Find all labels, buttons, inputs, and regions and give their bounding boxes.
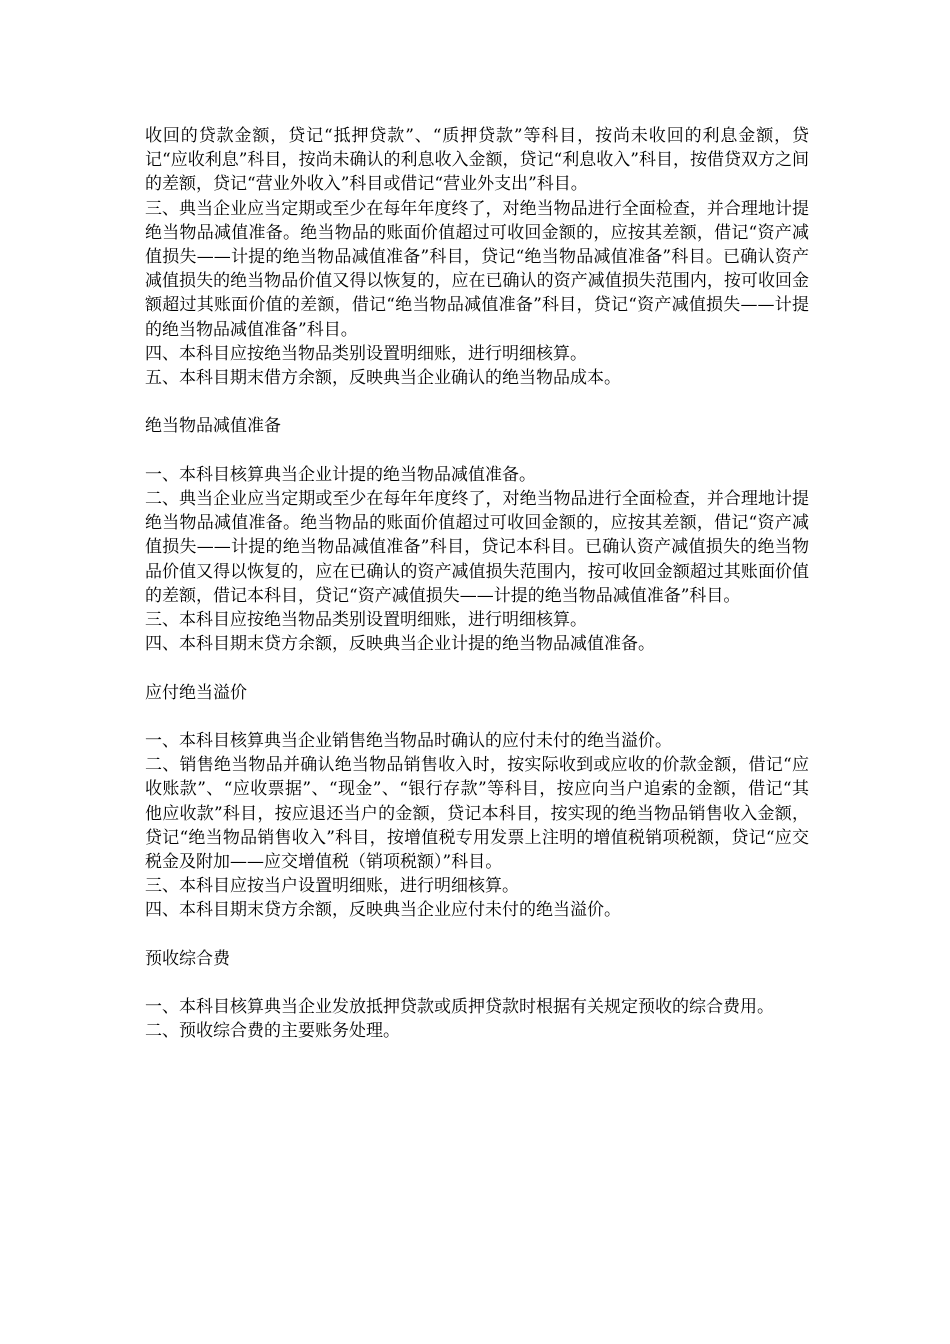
paragraph: 二、预收综合费的主要账务处理。 [145,1021,400,1042]
paragraph: 一、本科目核算典当企业销售绝当物品时确认的应付未付的绝当溢价。 [145,731,672,752]
section-title: 绝当物品减值准备 [145,416,281,437]
section-yushou-zonghe-fei [145,947,809,1044]
section-jue-dang-wupin-jianzhi-zhunbei [145,414,809,656]
paragraph: 三、典当企业应当定期或至少在每年年度终了，对绝当物品进行全面检查，并合理地计提绝当物品减值准备。绝当物品的账面价值超过可收回金额的，应按其差额，借记“资产减值损失——计提的绝当物品减值准备”科目，贷记“绝当物品减值准备”科目。已确认资产减值损失的绝当物品价值又得以恢复的，应在已确认的资产减值损失范围内，按可收回金额超过其账面价值的差额，借记“绝当物品减值准备”科目，贷记“资产减值损失——计提的绝当物品减值准备”科目。 [145,198,809,340]
paragraph: 二、销售绝当物品并确认绝当物品销售收入时，按实际收到或应收的价款金额，借记“应收账款”、“应收票据”、“现金”、“银行存款”等科目，按应向当户追索的金额，借记“其他应收款”科目，按应退还当户的金额，贷记本科目，按实现的绝当物品销售收入金额，贷记“绝当物品销售收入”科目，按增值税专用发票上注明的增值税销项税额，贷记“应交税金及附加——应交增值税（销项税额）”科目。 [145,755,809,873]
section-yingfu-jue-dang-yijia [145,681,809,923]
paragraph: 一、本科目核算典当企业计提的绝当物品减值准备。 [145,464,536,485]
section-title: 预收综合费 [145,948,230,969]
paragraph: 四、本科目期末贷方余额，反映典当企业计提的绝当物品减值准备。 [145,634,655,655]
section-title: 应付绝当溢价 [145,682,247,703]
paragraph: 二、典当企业应当定期或至少在每年年度终了，对绝当物品进行全面检查，并合理地计提绝当物品减值准备。绝当物品的账面价值超过可收回金额的，应按其差额，借记“资产减值损失——计提的绝当物品减值准备”科目，贷记本科目。已确认资产减值损失的绝当物品价值又得以恢复的，应在已确认的资产减值损失范围内，按可收回金额超过其账面价值的差额，借记本科目，贷记“资产减值损失——计提的绝当物品减值准备”科目。 [145,489,809,606]
paragraph: 五、本科目期末借方余额，反映典当企业确认的绝当物品成本。 [145,368,621,389]
document-body [145,124,809,1044]
paragraph: 三、本科目应按当户设置明细账，进行明细核算。 [145,876,519,897]
paragraph: 四、本科目应按绝当物品类别设置明细账，进行明细核算。 [145,343,587,364]
paragraph: 三、本科目应按绝当物品类别设置明细账，进行明细核算。 [145,610,587,631]
paragraph: 收回的贷款金额，贷记“抵押贷款”、“质押贷款”等科目，按尚未收回的利息金额，贷记“应收利息”科目，按尚未确认的利息收入金额，贷记“利息收入”科目，按借贷双方之间的差额，贷记“营业外收入”科目或借记“营业外支出”科目。 [145,126,809,195]
paragraph: 四、本科目期末贷方余额，反映典当企业应付未付的绝当溢价。 [145,900,621,921]
section-jue-dang-wupin-continued [145,124,809,390]
paragraph: 一、本科目核算典当企业发放抵押贷款或质押贷款时根据有关规定预收的综合费用。 [145,997,774,1018]
